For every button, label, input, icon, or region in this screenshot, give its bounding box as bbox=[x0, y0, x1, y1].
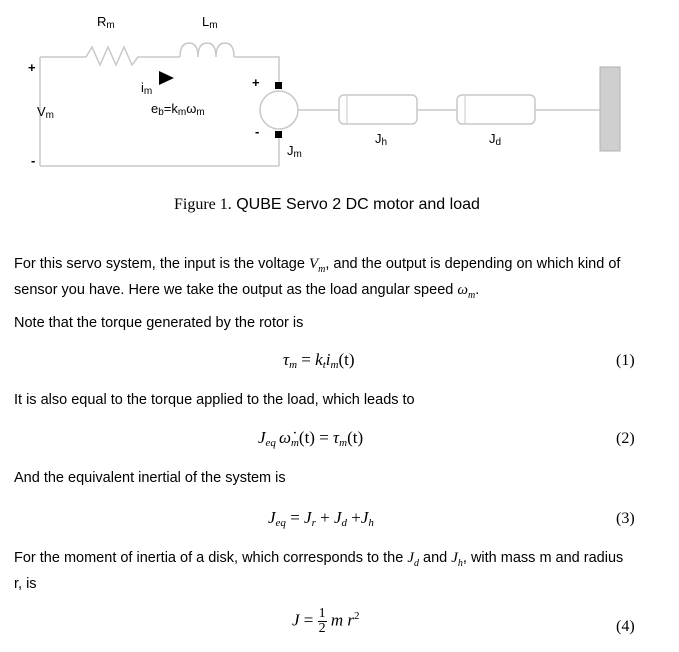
paragraph-1-line-1: For this servo system, the input is the voltage $V_m$, and the output is depending on which kind of bbox=[14, 256, 621, 275]
vm-label: $V_m$ bbox=[37, 104, 55, 121]
lm-label: $L_m$ bbox=[202, 14, 218, 31]
rm-label: $R_m$ bbox=[97, 14, 115, 31]
equation-2: $J_{eq}$ $\omegȧ_m(t) = \tau_m(t)$ bbox=[258, 428, 364, 449]
paragraph-1-line-2: sensor you have. Here we take the output as the load angular speed $\omega_m$. bbox=[14, 281, 480, 301]
plus-motor: + bbox=[252, 75, 260, 90]
hub-disk bbox=[339, 95, 417, 124]
equation-1: $\tau_m = k_ti_m(t)$ bbox=[283, 350, 355, 371]
minus-left: - bbox=[31, 153, 36, 168]
equation-1-number: (1) bbox=[616, 352, 635, 369]
wall bbox=[600, 67, 620, 151]
motor-terminal-bottom bbox=[275, 131, 282, 138]
paragraph-4: And the equivalent inertial of the system is bbox=[14, 470, 286, 486]
figure-caption-text: QUBE Servo 2 DC motor and load bbox=[236, 196, 480, 213]
current-arrow bbox=[159, 71, 174, 85]
jh-label: $J_h$ bbox=[375, 131, 388, 148]
minus-motor: - bbox=[255, 124, 260, 139]
figure-caption-prefix: Figure 1. bbox=[174, 196, 232, 213]
paragraph-5 bbox=[14, 548, 623, 594]
equation-3-number: (3) bbox=[616, 510, 635, 527]
plus-left: + bbox=[28, 60, 36, 75]
paragraph-5-line-1: For the moment of inertia of a disk, which corresponds to the $J_d$ and $J_h$, with mass m and radius bbox=[14, 550, 624, 569]
fraction-one-half: $\frac{1}{2}$ bbox=[318, 606, 326, 636]
motor-circle bbox=[260, 91, 298, 129]
jm-label: $J_m$ bbox=[287, 143, 302, 160]
equation-3: $J_{eq} = J_r + J_d +J_h$ bbox=[268, 508, 374, 529]
equation-4-number: (4) bbox=[616, 618, 635, 635]
equation-2-number: (2) bbox=[616, 430, 635, 447]
paragraph-1 bbox=[14, 254, 620, 306]
paragraph-5-line-2: r, is bbox=[14, 575, 37, 592]
load-disk bbox=[457, 95, 535, 124]
inductor-symbol bbox=[180, 43, 279, 87]
back-emf-label: $e_b=k_m\omega_m$ bbox=[151, 101, 205, 118]
im-label: $i_m$ bbox=[141, 80, 153, 97]
paragraph-2: Note that the torque generated by the rotor is bbox=[14, 315, 304, 331]
jd-label: $J_d$ bbox=[489, 131, 502, 148]
paragraph-3: It is also equal to the torque applied to the load, which leads to bbox=[14, 392, 415, 408]
motor-terminal-top bbox=[275, 82, 282, 89]
equation-4: J = $\frac{1}{2}$ m $r^2$ bbox=[292, 606, 360, 636]
resistor-symbol bbox=[86, 47, 180, 65]
figure-caption bbox=[174, 196, 480, 214]
